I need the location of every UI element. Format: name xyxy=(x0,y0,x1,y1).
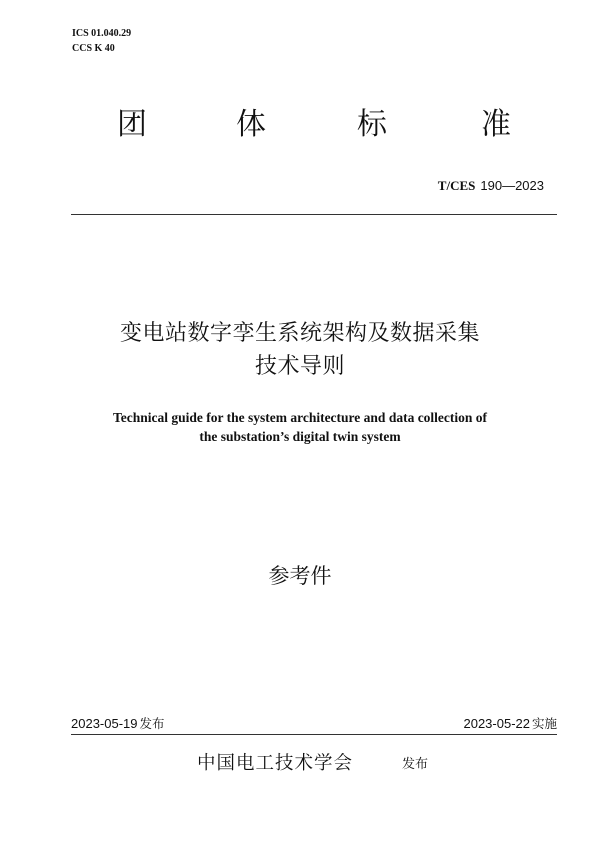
standard-code-prefix: T/CES xyxy=(437,178,476,193)
document-status-label: 参考件 xyxy=(268,564,332,588)
publisher-verb: 发布 xyxy=(402,757,429,772)
bottom-divider xyxy=(71,734,557,735)
standard-code-number: 190—2023 xyxy=(480,178,544,193)
implement-date-value: 2023-05-22 xyxy=(463,716,530,731)
standard-type-heading xyxy=(0,105,600,149)
ccs-code: CCS K 40 xyxy=(72,43,115,54)
standard-type-char-1: 团 xyxy=(117,107,147,142)
chinese-title-line-2: 技术导则 xyxy=(254,354,345,379)
issue-date-label: 发布 xyxy=(139,716,165,731)
standard-type-char-3: 标 xyxy=(357,107,387,142)
standard-type-char-2: 体 xyxy=(236,107,266,142)
english-title-line-2: the substation’s digital twin system xyxy=(199,429,401,444)
standard-code xyxy=(438,178,544,195)
chinese-title-line-1: 变电站数字孪生系统架构及数据采集 xyxy=(119,321,480,346)
issue-date-value: 2023-05-19 xyxy=(71,716,138,731)
issue-date xyxy=(71,716,165,732)
implement-date-label: 实施 xyxy=(531,716,557,731)
top-divider xyxy=(71,214,557,215)
implement-date xyxy=(463,716,557,732)
ics-code: ICS 01.040.29 xyxy=(72,28,132,39)
standard-type-char-4: 准 xyxy=(481,107,511,142)
publisher-name: 中国电工技术学会 xyxy=(197,753,354,774)
english-title-line-1: Technical guide for the system architecture and data collection of xyxy=(112,410,488,425)
